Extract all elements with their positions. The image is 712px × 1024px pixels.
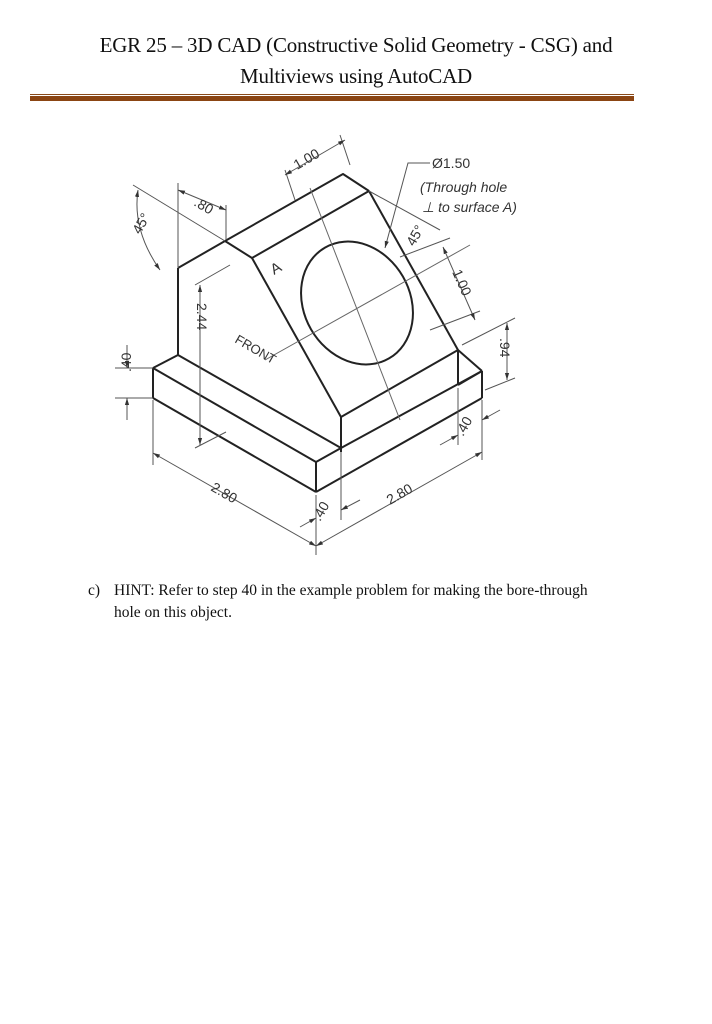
dim-front-step: .40 <box>308 498 333 524</box>
surface-label: A <box>267 258 285 279</box>
hint-item <box>88 580 608 624</box>
dim-hole: Ø1.50 <box>432 155 471 171</box>
dim-top-width: 1.00 <box>290 145 323 173</box>
title-line-2: Multiviews using AutoCAD <box>239 64 473 88</box>
view-label: FRONT <box>232 331 279 367</box>
dim-center-height: 2.44 <box>194 303 210 331</box>
dim-right-height: .94 <box>497 338 513 358</box>
center-lines <box>265 188 470 420</box>
list-marker: c) <box>88 582 101 599</box>
dim-length-left: 2.80 <box>208 478 241 507</box>
dim-left-offset: .80 <box>191 193 217 218</box>
hint-text: HINT: Refer to step 40 in the example problem for making the bore-through hole on this object. <box>114 582 588 621</box>
title-line-1: EGR 25 – 3D CAD (Constructive Solid Geometry - CSG) and <box>99 33 613 57</box>
hole-note-line-1: (Through hole <box>420 179 508 195</box>
isometric-drawing <box>0 120 712 560</box>
document-header <box>0 30 712 92</box>
dim-base-height-left: .40 <box>118 352 134 372</box>
dim-slant-length: 1.00 <box>449 266 475 299</box>
header-rule-thick <box>30 96 634 101</box>
dim-base-height-right: .40 <box>451 413 476 439</box>
dim-length-right: 2.80 <box>383 480 416 508</box>
dim-right-angle: 45° <box>402 222 428 249</box>
dim-left-angle: 45° <box>128 210 154 237</box>
hole-note-line-2: ⊥ to surface A) <box>422 199 517 215</box>
header-rule-thin <box>30 94 634 95</box>
